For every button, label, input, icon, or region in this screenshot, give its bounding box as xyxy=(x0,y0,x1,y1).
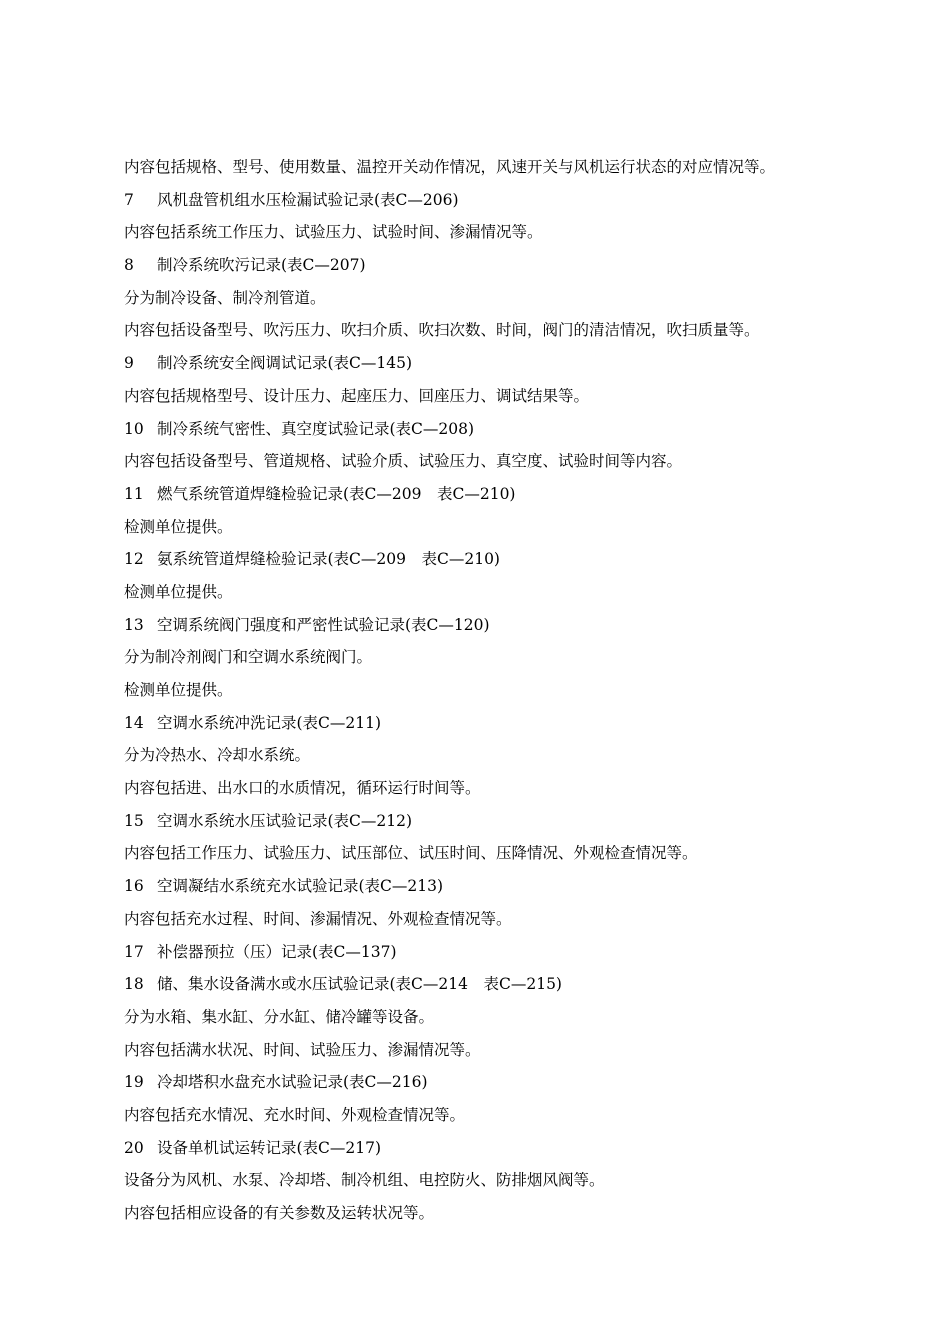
section-number: 17 xyxy=(124,942,144,961)
section-heading xyxy=(124,805,844,838)
section-number: 20 xyxy=(124,1138,144,1157)
paragraph-line: 检测单位提供。 xyxy=(124,517,233,536)
section-title: 储、集水设备满水或水压试验记录(表C—214 表C—215) xyxy=(157,975,562,994)
section-title: 空调水系统冲洗记录(表C—211) xyxy=(157,713,382,732)
section-number: 13 xyxy=(124,615,144,634)
paragraph-line: 内容包括进、出水口的水质情况，循环运行时间等。 xyxy=(124,779,481,798)
section-heading xyxy=(124,609,844,642)
section-title: 空调凝结水系统充水试验记录(表C—213) xyxy=(157,877,444,896)
paragraph-line: 内容包括系统工作压力、试验压力、试验时间、渗漏情况等。 xyxy=(124,223,543,242)
paragraph-line: 分为制冷剂阀门和空调水系统阀门。 xyxy=(124,648,373,667)
paragraph-line: 内容包括设备型号、管道规格、试验介质、试验压力、真空度、试验时间等内容。 xyxy=(124,452,683,471)
paragraph-line: 分为制冷设备、制冷剂管道。 xyxy=(124,288,326,307)
section-heading xyxy=(124,249,844,282)
paragraph-line: 内容包括设备型号、吹污压力、吹扫介质、吹扫次数、时间，阀门的清洁情况，吹扫质量等。 xyxy=(124,321,760,340)
paragraph-line: 设备分为风机、水泵、冷却塔、制冷机组、电控防火、防排烟风阀等。 xyxy=(124,1171,605,1190)
section-title: 空调系统阀门强度和严密性试验记录(表C—120) xyxy=(157,615,490,634)
section-number: 15 xyxy=(124,811,144,830)
paragraph-line: 内容包括规格型号、设计压力、起座压力、回座压力、调试结果等。 xyxy=(124,386,590,405)
section-title: 燃气系统管道焊缝检验记录(表C—209 表C—210) xyxy=(157,484,516,503)
section-heading xyxy=(124,184,844,217)
section-title: 冷却塔积水盘充水试验记录(表C—216) xyxy=(157,1073,428,1092)
paragraph-line: 内容包括相应设备的有关参数及运转状况等。 xyxy=(124,1204,435,1222)
section-title: 制冷系统安全阀调试记录(表C—145) xyxy=(157,354,413,373)
paragraph-line: 分为冷热水、冷却水系统。 xyxy=(124,746,311,765)
paragraph-line: 检测单位提供。 xyxy=(124,681,233,699)
paragraph-line: 检测单位提供。 xyxy=(124,582,233,601)
section-title: 空调水系统水压试验记录(表C—212) xyxy=(157,811,413,830)
section-heading xyxy=(124,1132,844,1165)
section-number: 7 xyxy=(124,190,134,209)
document-body xyxy=(124,151,844,1230)
section-number: 18 xyxy=(124,975,144,994)
section-heading xyxy=(124,347,844,380)
paragraph-line: 内容包括充水过程、时间、渗漏情况、外观检查情况等。 xyxy=(124,909,512,928)
paragraph-line: 内容包括满水状况、时间、试验压力、渗漏情况等。 xyxy=(124,1040,481,1059)
section-number: 9 xyxy=(124,354,134,373)
section-title: 风机盘管机组水压检漏试验记录(表C—206) xyxy=(157,190,459,209)
section-number: 11 xyxy=(124,484,144,503)
section-heading xyxy=(124,968,844,1001)
paragraph-line: 内容包括工作压力、试验压力、试压部位、试压时间、压降情况、外观检查情况等。 xyxy=(124,844,698,863)
section-title: 氨系统管道焊缝检验记录(表C—209 表C—210) xyxy=(157,550,500,569)
section-heading xyxy=(124,936,844,969)
section-heading xyxy=(124,413,844,446)
section-title: 设备单机试运转记录(表C—217) xyxy=(157,1138,382,1157)
section-title: 制冷系统吹污记录(表C—207) xyxy=(157,256,366,275)
section-number: 14 xyxy=(124,713,144,732)
section-number: 19 xyxy=(124,1073,144,1092)
paragraph-line: 内容包括规格、型号、使用数量、温控开关动作情况，风速开关与风机运行状态的对应情况等。 xyxy=(124,158,776,176)
paragraph-line: 分为水箱、集水缸、分水缸、储冷罐等设备。 xyxy=(124,1007,435,1026)
section-number: 12 xyxy=(124,550,144,569)
section-heading xyxy=(124,478,844,511)
section-title: 补偿器预拉（压）记录(表C—137) xyxy=(157,942,397,961)
section-heading xyxy=(124,870,844,903)
section-number: 10 xyxy=(124,419,144,438)
paragraph-line: 内容包括充水情况、充水时间、外观检查情况等。 xyxy=(124,1105,466,1124)
section-number: 8 xyxy=(124,256,134,275)
section-heading xyxy=(124,1066,844,1099)
section-number: 16 xyxy=(124,877,144,896)
section-title: 制冷系统气密性、真空度试验记录(表C—208) xyxy=(157,419,475,438)
section-heading xyxy=(124,707,844,740)
section-heading xyxy=(124,543,844,576)
